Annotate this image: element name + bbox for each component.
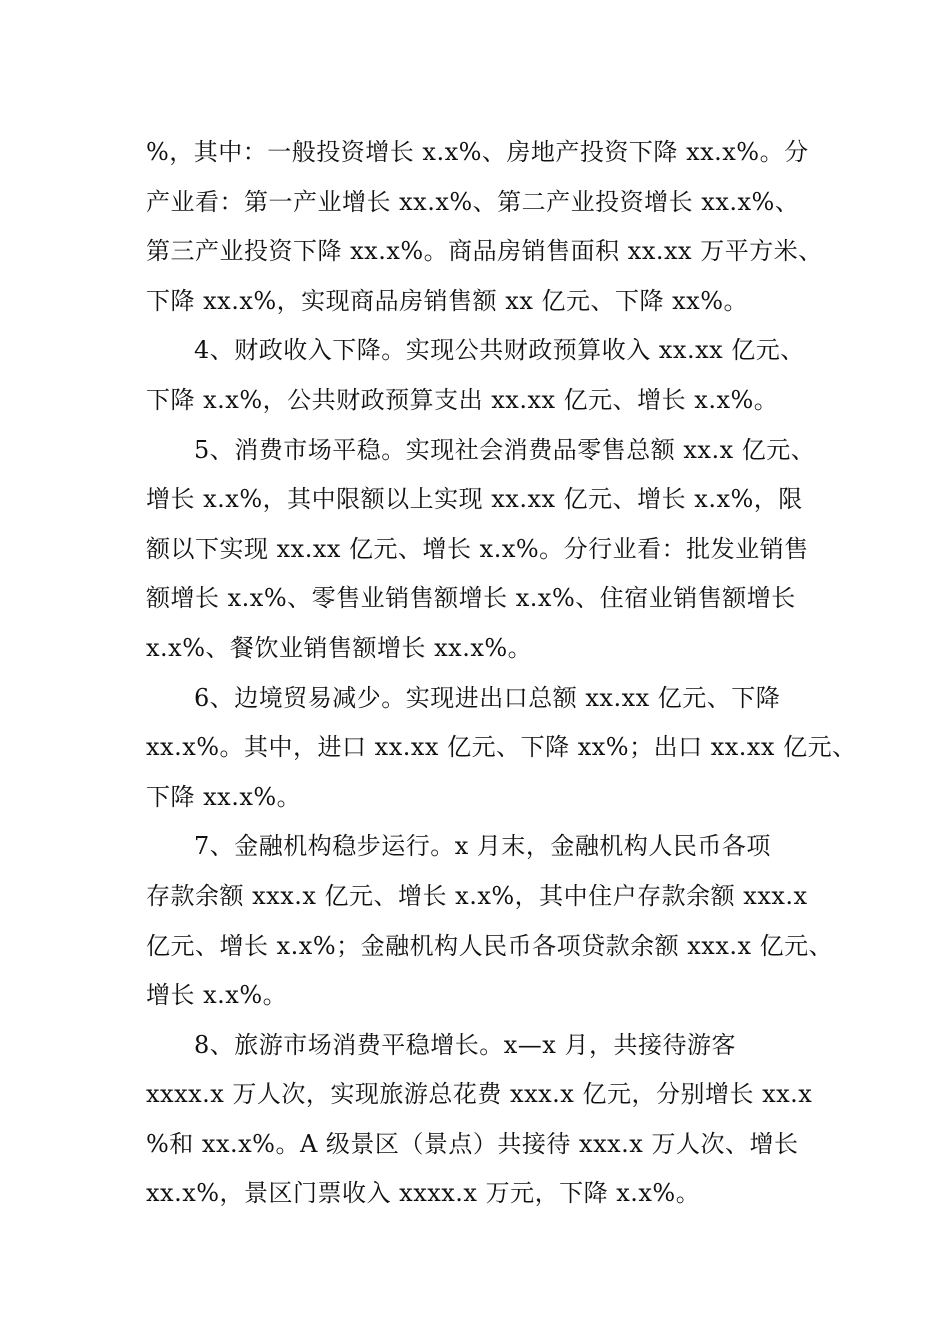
text-line: xx.x%。其中，进口 xx.xx 亿元、下降 xx%；出口 xx.xx 亿元、	[146, 733, 857, 762]
paragraph-6-start: 6、边境贸易减少。实现进出口总额 xx.xx 亿元、下降	[194, 683, 781, 712]
text-line: 增长 x.x%。	[146, 981, 288, 1010]
text-line: %和 xx.x%。A 级景区（景点）共接待 xxx.x 万人次、增长	[146, 1129, 799, 1158]
text-line: 存款余额 xxx.x 亿元、增长 x.x%，其中住户存款余额 xxx.x	[146, 881, 808, 910]
text-line: xxxx.x 万人次，实现旅游总花费 xxx.x 亿元，分别增长 xx.x	[146, 1080, 813, 1109]
text-line: 产业看：第一产业增长 xx.x%、第二产业投资增长 xx.x%、	[146, 187, 800, 216]
text-line: 下降 xx.x%，实现商品房销售额 xx 亿元、下降 xx%。	[146, 286, 748, 315]
text-line: x.x%、餐饮业销售额增长 xx.x%。	[146, 633, 533, 662]
paragraph-5-start: 5、消费市场平稳。实现社会消费品零售总额 xx.x 亿元、	[194, 435, 816, 464]
text-line: 下降 xx.x%。	[146, 782, 302, 811]
text-line: %，其中：一般投资增长 x.x%、房地产投资下降 xx.x%。分	[146, 138, 809, 166]
document-body	[146, 128, 857, 1219]
text-line: 亿元、增长 x.x%；金融机构人民币各项贷款余额 xxx.x 亿元、	[146, 931, 834, 960]
text-line: 额以下实现 xx.xx 亿元、增长 x.x%。分行业看：批发业销售	[146, 534, 809, 563]
text-line: 下降 x.x%，公共财政预算支出 xx.xx 亿元、增长 x.x%。	[146, 385, 779, 414]
text-line: 第三产业投资下降 xx.x%。商品房销售面积 xx.xx 万平方米、	[146, 237, 823, 266]
text-line: xx.x%，景区门票收入 xxxx.x 万元，下降 x.x%。	[146, 1179, 701, 1208]
paragraph-8-start: 8、旅游市场消费平稳增长。x—x 月，共接待游客	[194, 1030, 736, 1059]
text-line: 增长 x.x%，其中限额以上实现 xx.xx 亿元、增长 x.x%，限	[146, 485, 803, 514]
paragraph-4-start: 4、财政收入下降。实现公共财政预算收入 xx.xx 亿元、	[194, 336, 805, 365]
text-line: 额增长 x.x%、零售业销售额增长 x.x%、住宿业销售额增长	[146, 584, 796, 613]
paragraph-7-start: 7、金融机构稳步运行。x 月末，金融机构人民币各项	[194, 832, 771, 861]
